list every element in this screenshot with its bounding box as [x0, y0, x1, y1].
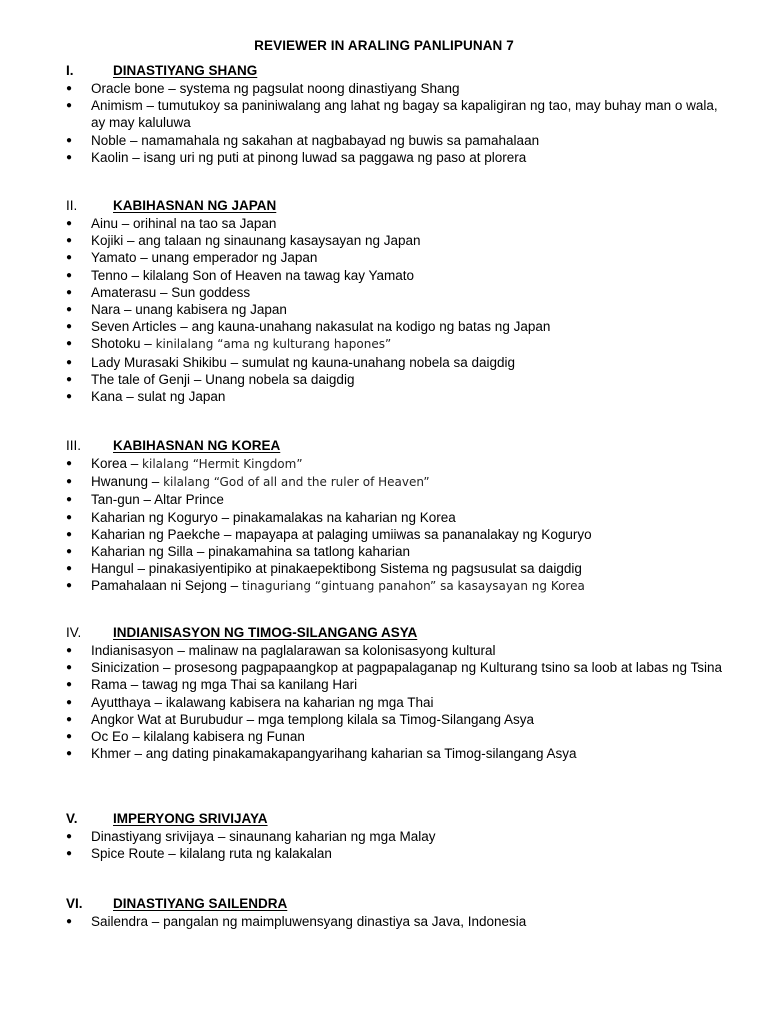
term-list	[66, 215, 746, 405]
bullet-icon: ●	[66, 356, 73, 368]
bullet-icon: ●	[66, 494, 73, 506]
list-item: ● Nara – unang kabisera ng Japan	[66, 302, 287, 318]
section-heading	[66, 895, 746, 913]
section-imperyong-srivijaya	[66, 810, 746, 862]
section-number: V.	[66, 811, 78, 826]
list-item: ● Tenno – kilalang Son of Heaven na tawag kay Yamato	[66, 267, 414, 283]
bullet-icon: ●	[66, 269, 73, 281]
definition: mapayapa at palaging umiiwas sa pananalakay ng Koguryo	[235, 526, 592, 542]
definition: kinilalang “ama ng kulturang hapones”	[155, 337, 392, 352]
bullet-icon: ●	[66, 286, 73, 298]
section-title: DINASTIYANG SHANG	[113, 63, 258, 78]
definition: kilalang Son of Heaven na tawag kay Yamato	[142, 267, 414, 283]
bullet-icon: ●	[66, 511, 73, 523]
definition: systema ng pagsulat noong dinastiyang Shang	[179, 81, 460, 96]
term: Khmer	[91, 746, 131, 762]
term: Kaharian ng Koguryo	[91, 509, 218, 525]
list-item: ● Korea – kilalang “Hermit Kingdom”	[66, 456, 303, 471]
list-item: ● Oracle bone – systema ng pagsulat noong dinastiyang Shang	[66, 81, 460, 96]
list-item: ● Sinicization – prosesong pagpapaangkop at pagpapalaganap ng Kulturang tsino sa loob at labas ng Tsina	[66, 660, 722, 676]
term: Seven Articles	[91, 319, 177, 335]
term: Noble	[91, 132, 127, 148]
term: Sailendra	[91, 914, 149, 929]
term: Rama	[91, 677, 128, 693]
list-item: ● Kaolin – isang uri ng puti at pinong luwad sa paggawa ng paso at plorera	[66, 149, 527, 165]
bullet-icon: ●	[66, 580, 73, 592]
term-list	[66, 642, 746, 762]
term: Kaharian ng Paekche	[91, 526, 221, 542]
list-item: ● Amaterasu – Sun goddess	[66, 284, 251, 300]
definition: kilalang “God of all and the ruler of Heaven”	[163, 475, 430, 490]
section-heading	[66, 62, 746, 80]
term: Kojiki	[91, 233, 124, 249]
definition: namamahala ng sakahan at nagbabayad ng buwis sa pamahalaan	[141, 132, 540, 148]
term: Amaterasu	[91, 284, 157, 300]
section-number: II.	[66, 198, 78, 213]
term-list	[66, 828, 746, 862]
definition: kilalang ruta ng kalakalan	[179, 846, 332, 862]
list-item: ● Hwanung – kilalang “God of all and the ruler of Heaven”	[66, 474, 430, 490]
definition: sumulat ng kauna-unahang nobela sa daigdig	[241, 354, 516, 370]
section-dinastiyang-sailendra	[66, 895, 746, 930]
definition: tinaguriang “gintuang panahon” sa kasaysayan ng Korea	[241, 579, 585, 594]
bullet-icon: ●	[66, 252, 73, 264]
bullet-icon: ●	[66, 151, 73, 163]
bullet-icon: ●	[66, 713, 73, 725]
bullet-icon: ●	[66, 338, 73, 350]
term: Tan-gun	[91, 492, 140, 508]
list-item: ● Kojiki – ang talaan ng sinaunang kasaysayan ng Japan	[66, 233, 421, 249]
bullet-icon: ●	[66, 848, 73, 860]
term: Indianisasyon	[91, 643, 174, 658]
list-item: ● Kaharian ng Koguryo – pinakamalakas na kaharian ng Korea	[66, 509, 456, 525]
bullet-icon: ●	[66, 563, 73, 575]
list-item: ● Kaharian ng Silla – pinakamahina sa tatlong kaharian	[66, 544, 410, 560]
definition: Unang nobela sa daigdig	[205, 371, 355, 387]
bullet-icon: ●	[66, 373, 73, 385]
term: Kana	[91, 389, 123, 405]
definition: ang talaan ng sinaunang kasaysayan ng Japan	[138, 233, 421, 249]
list-item: ● Oc Eo – kilalang kabisera ng Funan	[66, 729, 305, 745]
bullet-icon: ●	[66, 528, 73, 540]
definition: malinaw na paglalarawan sa kolonisasyong kultural	[188, 643, 496, 658]
bullet-icon: ●	[66, 748, 73, 760]
definition: pinakamahina sa tatlong kaharian	[208, 544, 410, 560]
term: Hangul	[91, 561, 134, 577]
bullet-icon: ●	[66, 458, 73, 469]
list-item: ● Rama – tawag ng mga Thai sa kanilang Hari	[66, 677, 358, 693]
list-item: ● Shotoku – kinilalang “ama ng kulturang hapones”	[66, 336, 392, 352]
list-item: ● Spice Route – kilalang ruta ng kalakalan	[66, 846, 332, 862]
bullet-icon: ●	[66, 100, 73, 112]
definition: ang dating pinakamakapangyarihang kaharian sa Timog-silangang Asya	[145, 746, 577, 762]
section-number: IV.	[66, 625, 82, 640]
list-item: ● Lady Murasaki Shikibu – sumulat ng kauna-unahang nobela sa daigdig	[66, 354, 516, 370]
definition: tawag ng mga Thai sa kanilang Hari	[142, 677, 358, 693]
term-list	[66, 913, 746, 930]
bullet-icon: ●	[66, 304, 73, 316]
term: Nara	[91, 302, 121, 318]
list-item: ● Yamato – unang emperador ng Japan	[66, 250, 318, 266]
section-title: DINASTIYANG SAILENDRA	[113, 896, 288, 911]
list-item: ● Khmer – ang dating pinakamakapangyarihang kaharian sa Timog-silangang Asya	[66, 746, 577, 762]
section-indianisasyon	[66, 624, 746, 762]
term: Shotoku	[91, 336, 141, 352]
section-number: VI.	[66, 896, 83, 911]
term-list	[66, 455, 746, 596]
term: Animism	[91, 98, 143, 114]
section-number: III.	[66, 438, 82, 453]
term: Tenno	[91, 267, 128, 283]
bullet-icon: ●	[66, 391, 73, 403]
term: Ayutthaya	[91, 694, 151, 710]
definition: kilalang kabisera ng Funan	[143, 729, 305, 745]
term-list	[66, 80, 746, 166]
bullet-icon: ●	[66, 662, 73, 674]
term: Yamato	[91, 250, 137, 266]
term: The tale of Genji	[91, 371, 191, 387]
bullet-icon: ●	[66, 731, 73, 743]
definition: prosesong pagpapaangkop at pagpapalaganap ng Kulturang tsino sa loob at labas ng Tsina	[174, 660, 722, 676]
list-item: ● Seven Articles – ang kauna-unahang nakasulat na kodigo ng batas ng Japan	[66, 319, 551, 335]
section-number: I.	[66, 63, 74, 78]
list-item: ● Dinastiyang srivijaya – sinaunang kaharian ng mga Malay	[66, 829, 436, 844]
bullet-icon: ●	[66, 476, 73, 488]
list-item: ● The tale of Genji – Unang nobela sa daigdig	[66, 371, 355, 387]
definition: orihinal na tao sa Japan	[133, 216, 277, 231]
term: Kaharian ng Silla	[91, 544, 194, 560]
term: Angkor Wat at Burubudur	[91, 711, 243, 727]
bullet-icon: ●	[66, 83, 73, 94]
term: Pamahalaan ni Sejong	[91, 578, 227, 594]
bullet-icon: ●	[66, 321, 73, 333]
list-item: ● Tan-gun – Altar Prince	[66, 492, 224, 508]
definition: ikalawang kabisera na kaharian ng mga Thai	[165, 694, 434, 710]
list-item: ● Ayutthaya – ikalawang kabisera na kaharian ng mga Thai	[66, 694, 434, 710]
definition: mga templong kilala sa Timog-Silangang Asya	[257, 711, 535, 727]
term: Dinastiyang srivijaya	[91, 829, 215, 844]
definition: kilalang “Hermit Kingdom”	[142, 457, 303, 471]
definition: ang kauna-unahang nakasulat na kodigo ng batas ng Japan	[191, 319, 551, 335]
definition: isang uri ng puti at pinong luwad sa paggawa ng paso at plorera	[143, 149, 527, 165]
section-kabihasnan-ng-korea	[66, 437, 746, 596]
definition: tumutukoy sa paniniwalang ang lahat ng bagay sa kapaligiran ng tao, may buhay man o wala, ay may kaluluwa	[91, 98, 718, 131]
list-item: ● Angkor Wat at Burubudur – mga templong kilala sa Timog-Silangang Asya	[66, 711, 535, 727]
section-title: KABIHASNAN NG KOREA	[113, 438, 281, 453]
term: Sinicization	[91, 660, 160, 676]
list-item: ● Animism – tumutukoy sa paniniwalang ang lahat ng bagay sa kapaligiran ng tao, may buhay man o wala, ay may kaluluwa	[66, 98, 718, 131]
list-item: ● Kaharian ng Paekche – mapayapa at palaging umiiwas sa pananalakay ng Koguryo	[66, 526, 592, 542]
term: Spice Route	[91, 846, 165, 862]
term: Korea	[91, 456, 128, 471]
term: Hwanung	[91, 474, 149, 490]
section-title: IMPERYONG SRIVIJAYA	[113, 811, 268, 826]
definition: Sun goddess	[171, 284, 251, 300]
section-title: INDIANISASYON NG TIMOG-SILANGANG ASYA	[113, 625, 418, 640]
definition: sulat ng Japan	[137, 389, 226, 405]
bullet-icon: ●	[66, 218, 73, 229]
bullet-icon: ●	[66, 645, 73, 656]
bullet-icon: ●	[66, 546, 73, 558]
document-title: REVIEWER IN ARALING PANLIPUNAN 7	[254, 38, 514, 53]
bullet-icon: ●	[66, 134, 73, 146]
definition: unang emperador ng Japan	[151, 250, 318, 266]
list-item: ● Kana – sulat ng Japan	[66, 389, 226, 405]
section-title: KABIHASNAN NG JAPAN	[113, 198, 277, 213]
section-dinastiyang-shang	[66, 62, 746, 166]
bullet-icon: ●	[66, 235, 73, 247]
definition: pinakasiyentipiko at pinakaepektibong Sistema ng pagsusulat sa daigdig	[148, 561, 582, 577]
definition: sinaunang kaharian ng mga Malay	[229, 829, 436, 844]
section-heading	[66, 810, 746, 828]
bullet-icon: ●	[66, 696, 73, 708]
list-item: ● Pamahalaan ni Sejong – tinaguriang “gintuang panahon” sa kasaysayan ng Korea	[66, 578, 585, 594]
section-heading	[66, 437, 746, 455]
definition: pangalan ng maimpluwensyang dinastiya sa Java, Indonesia	[163, 914, 527, 929]
term: Ainu	[91, 216, 119, 231]
list-item: ● Sailendra – pangalan ng maimpluwensyang dinastiya sa Java, Indonesia	[66, 914, 527, 929]
term: Oc Eo	[91, 729, 129, 745]
section-heading	[66, 197, 746, 215]
definition: pinakamalakas na kaharian ng Korea	[232, 509, 456, 525]
list-item: ● Hangul – pinakasiyentipiko at pinakaepektibong Sistema ng pagsusulat sa daigdig	[66, 561, 582, 577]
list-item: ● Noble – namamahala ng sakahan at nagbabayad ng buwis sa pamahalaan	[66, 132, 540, 148]
term: Oracle bone	[91, 81, 165, 96]
bullet-icon: ●	[66, 679, 73, 691]
list-item: ● Ainu – orihinal na tao sa Japan	[66, 216, 277, 231]
bullet-icon: ●	[66, 916, 73, 927]
bullet-icon: ●	[66, 831, 73, 842]
definition: unang kabisera ng Japan	[135, 302, 287, 318]
definition: Altar Prince	[154, 492, 224, 508]
section-kabihasnan-ng-japan	[66, 197, 746, 405]
section-heading	[66, 624, 746, 642]
term: Lady Murasaki Shikibu	[91, 354, 227, 370]
list-item: ● Indianisasyon – malinaw na paglalarawan sa kolonisasyong kultural	[66, 643, 496, 658]
term: Kaolin	[91, 149, 129, 165]
